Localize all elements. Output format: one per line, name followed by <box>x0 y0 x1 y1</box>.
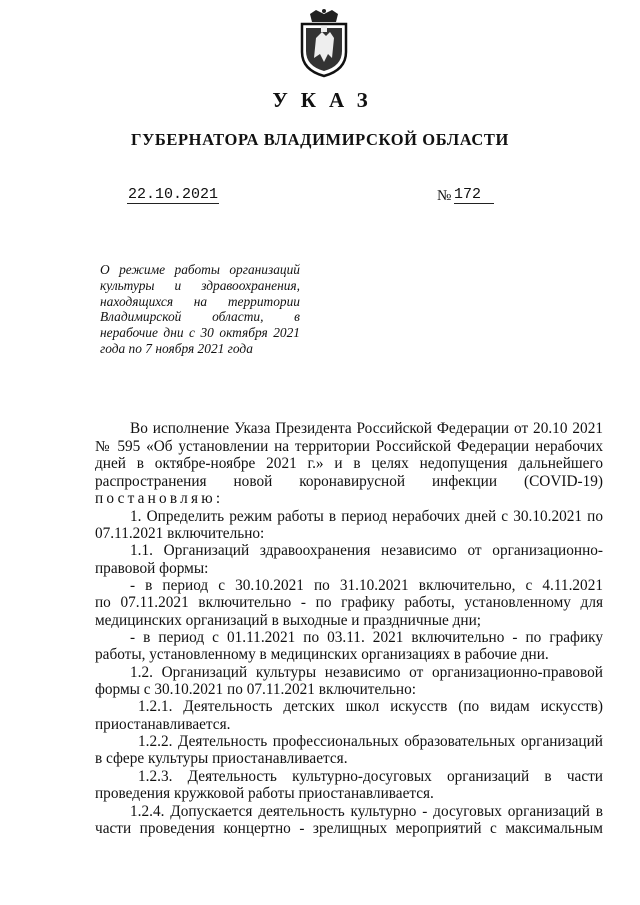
body-text-line: 07.11.2021 включительно: <box>95 525 265 542</box>
body-text-line: 1.2.2. Деятельность профессиональных образовательных организаций <box>138 733 603 750</box>
body-text-line: 1.2.4. Допускается деятельность культурно - досуговых организаций в <box>130 803 603 820</box>
body-text-line: дней в октябре-ноябре 2021 г.» и в целях недопущения дальнейшего <box>95 455 603 472</box>
subject-line: нерабочие дни с 30 октября 2021 <box>100 325 300 341</box>
body-text-line: медицинских организаций в выходные и праздничные дни; <box>95 612 482 629</box>
body-text-line: правовой формы: <box>95 560 209 577</box>
body-text-line: части проведения концертно - зрелищных мероприятий с максимальным <box>95 820 603 837</box>
body-text-line: постановляю: <box>95 490 224 507</box>
issuer-heading: ГУБЕРНАТОРА ВЛАДИМИРСКОЙ ОБЛАСТИ <box>131 130 509 149</box>
body-text-line: формы с 30.10.2021 по 07.11.2021 включительно: <box>95 681 416 698</box>
subject-line: Владимирской области, в <box>100 309 300 325</box>
document-type-title: УКАЗ <box>272 88 381 112</box>
body-text-line: 1.2.3. Деятельность культурно-досуговых организаций в части <box>138 768 603 785</box>
body-text-line: проведения кружковой работы приостанавливается. <box>95 785 434 802</box>
body-text-line: Во исполнение Указа Президента Российской Федерации от 20.10 2021 <box>130 420 603 437</box>
subject-line: О режиме работы организаций <box>100 262 300 277</box>
document-number: 172 <box>454 186 494 204</box>
subject-line: культуры и здравоохранения, <box>100 277 300 293</box>
body-text-line: распространения новой коронавирусной инфекции (COVID-19) <box>95 473 603 490</box>
document-date: 22.10.2021 <box>127 186 218 203</box>
body-text-line: - в период с 01.11.2021 по 03.11. 2021 включительно - по графику <box>130 629 603 646</box>
body-text-line: работы, установленному в медицинских организациях в рабочие дни. <box>95 646 549 663</box>
number-label: № <box>437 188 452 204</box>
document-subject <box>100 262 300 357</box>
body-text-line: 1.1. Организаций здравоохранения независимо от организационно- <box>130 542 603 559</box>
subject-line: находящихся на территории <box>100 293 300 309</box>
body-text-line: № 595 «Об установлении на территории Российской Федерации нерабочих <box>95 438 603 455</box>
body-text-line: 1. Определить режим работы в период нерабочих дней с 30.10.2021 по <box>130 508 603 525</box>
body-text-line: 1.2.1. Деятельность детских школ искусств (по видам искусств) <box>138 698 603 715</box>
subject-line: года по 7 ноября 2021 года <box>100 340 253 356</box>
body-text-line: 1.2. Организаций культуры независимо от организационно-правовой <box>130 664 603 681</box>
body-text-line: - в период с 30.10.2021 по 31.10.2021 включительно, с 4.11.2021 <box>130 577 603 594</box>
coat-of-arms-emblem <box>296 8 352 78</box>
body-text-line: приостанавливается. <box>95 716 231 733</box>
body-text-line: в сфере культуры приостанавливается. <box>95 750 348 767</box>
body-text-line: по 07.11.2021 включительно - по графику работы, установленному для <box>95 594 603 611</box>
